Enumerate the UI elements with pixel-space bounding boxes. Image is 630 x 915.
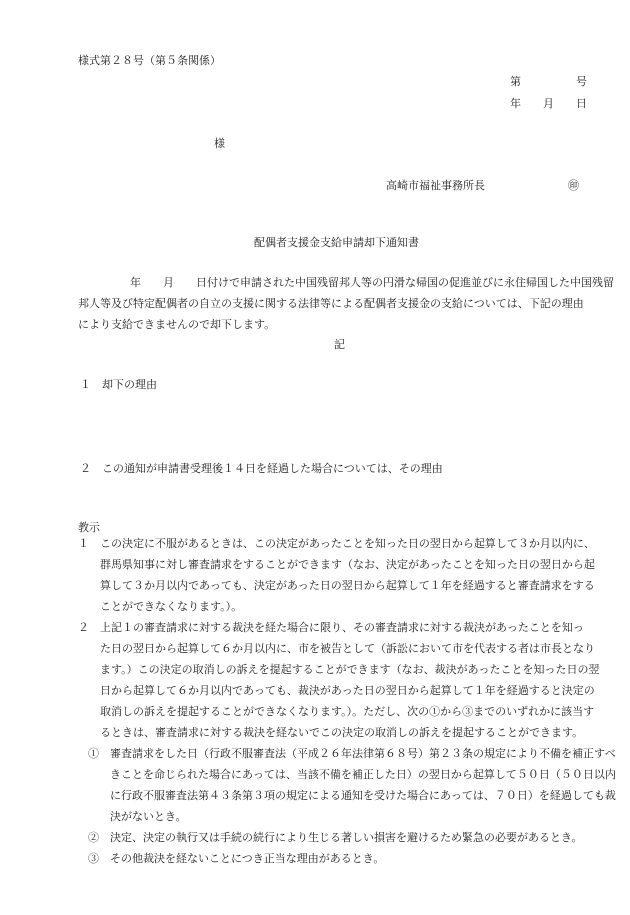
notice-line: 取消しの訴えを提起することができなくなります。）。ただし、次の①から③までのいずれかに該当す (100, 705, 595, 718)
date-line: 年 月 日 (510, 97, 587, 110)
notice-line: ① 審査請求をした日（行政不服審査法（平成２６年法律第６８号）第２３条の規定により不備を補正すべ (88, 747, 616, 760)
notice-line: ② 決定、決定の執行又は手続の続行により生じる著しい損害を避けるため緊急の必要があるとき。 (88, 831, 583, 844)
notice-item-1 (78, 533, 602, 617)
intro-line: 邦人等及び特定配偶者の自立の支援に関する法律等による配偶者支援金の支給については、下記の理由 (78, 297, 584, 310)
notice-line: ③ その他裁決を経ないことにつき正当な理由があるとき。 (88, 852, 385, 865)
document-title: 配偶者支援金支給申請却下通知書 (254, 236, 419, 249)
notice-item-2 (78, 617, 602, 743)
notice-line: ２ 上記１の審査請求に対する裁決を経た場合に限り、その審査請求に対する裁決があったことを知っ (78, 621, 584, 634)
sender-title: 高崎市福祉事務所長 (386, 179, 485, 192)
notice-line: １ この決定に不服があるときは、この決定があったことを知った日の翌日から起算して３か月以内に、 (78, 537, 595, 550)
intro-line: 年 月 日付けで申請された中国残留邦人等の円滑な帰国の促進並びに永住帰国した中国残留 (130, 276, 614, 289)
notice-subitem-3 (88, 848, 602, 869)
notice-line: 決がないとき。 (110, 810, 187, 823)
document-number-line: 第 号 (510, 75, 587, 88)
notice-subitem-2 (88, 827, 602, 848)
ki-marker: 記 (334, 338, 345, 351)
notice-line: ます。）この決定の取消しの訴えを提起することができます（なお、裁決があったことを知った日の翌 (100, 663, 600, 676)
notice-line: た日の翌日から起算して６か月以内に、市を被告として（訴訟において市を代表する者は市長となり (100, 642, 595, 655)
seal-mark: ㊞ (568, 179, 579, 192)
notice-heading: 教示 (78, 521, 100, 534)
notice-line: ことができなくなります。）。 (100, 600, 243, 613)
addressee-honorific: 様 (214, 137, 225, 150)
section-delay-reason: ２ この通知が申請書受理後１４日を経過した場合については、その理由 (80, 462, 443, 475)
intro-line: により支給できませんので却下します。 (78, 318, 276, 331)
notice-line: 算して３か月以内であっても、決定があった日の翌日から起算して１年を経過すると審査請求をする (100, 579, 595, 592)
notice-line: るときは、審査請求に対する裁決を経ないでこの決定の取消しの訴えを提起することができます。 (100, 726, 584, 739)
notice-line: 群馬県知事に対し審査請求をすることができます（なお、決定があったことを知った日の翌日から起 (100, 558, 595, 571)
notice-subitem-1 (88, 743, 616, 827)
form-number: 様式第２８号（第５条関係） (78, 54, 221, 67)
section-rejection-reason: １ 却下の理由 (80, 378, 157, 391)
notice-line: 日から起算して６か月以内であっても、裁決があった日の翌日から起算して１年を経過すると決定の (100, 684, 595, 697)
notice-line: に行政不服審査法第４３条第３項の規定による通知を受けた場合にあっては、７０日）を経過しても裁 (110, 789, 616, 802)
notice-line: きことを命じられた場合にあっては、当該不備を補正した日）の翌日から起算して５０日（５０日以内 (110, 768, 616, 781)
intro-paragraph (78, 272, 614, 335)
